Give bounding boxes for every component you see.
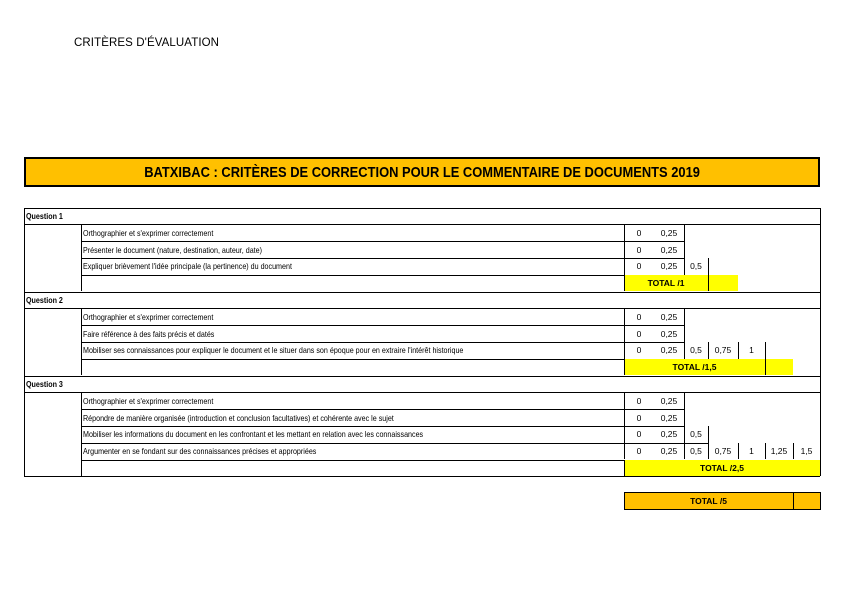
criterion-text: Argumenter en se fondant sur des connaissances précises et appropriées: [83, 446, 317, 457]
grid-line: [81, 409, 684, 410]
grid-line: [684, 392, 685, 409]
score-value: 0: [636, 446, 642, 457]
score-value: 0,25: [660, 244, 678, 255]
grid-line: [708, 258, 709, 275]
score-value: 0,25: [660, 446, 678, 457]
score-value: 1: [749, 345, 754, 356]
score-value: 0,25: [660, 311, 678, 322]
grid-line: [820, 492, 821, 509]
score-value: 0,5: [690, 261, 702, 272]
grid-line: [24, 308, 820, 309]
grid-line: [24, 392, 820, 393]
grid-line: [624, 509, 821, 510]
total-label: TOTAL /1: [647, 278, 685, 289]
grid-line: [81, 443, 708, 444]
grid-line: [624, 325, 625, 342]
score-value: 0,5: [690, 429, 702, 440]
grid-line: [624, 308, 625, 325]
grid-line: [765, 359, 766, 376]
question-heading: Question 2: [26, 295, 63, 305]
grid-line: [81, 241, 684, 242]
grid-line: [684, 426, 685, 443]
grid-line: [624, 359, 625, 376]
score-value: 0,5: [690, 446, 702, 457]
grid-line: [81, 325, 684, 326]
grid-line: [793, 492, 794, 509]
score-value: 0: [636, 328, 642, 339]
grid-line: [708, 342, 709, 359]
question-heading: Question 1: [26, 211, 63, 221]
score-value: 0: [636, 429, 642, 440]
criterion-text: Répondre de manière organisée (introduction et conclusion facultatives) et cohérente avec le sujet: [83, 412, 394, 423]
score-value: 0,25: [660, 429, 678, 440]
criteria-column-divider: [81, 308, 82, 375]
criteria-column-divider: [81, 392, 82, 476]
banner-title-text: BATXIBAC : CRITÈRES DE CORRECTION POUR LE COMMENTAIRE DE DOCUMENTS 2019: [144, 163, 700, 181]
grid-line: [684, 241, 685, 258]
grid-line: [684, 443, 685, 460]
criterion-text: Faire référence à des faits précis et datés: [83, 328, 215, 339]
score-value: 0: [636, 311, 642, 322]
total-label: TOTAL /2,5: [700, 463, 744, 473]
total-label: TOTAL /1,5: [672, 362, 717, 373]
grid-line: [684, 224, 685, 241]
score-value: 0,25: [660, 328, 678, 339]
grid-line: [624, 492, 821, 493]
score-value: 0: [636, 227, 642, 238]
criterion-text: Mobiliser ses connaissances pour expliquer le document et le situer dans son époque pour en extraire l'intérêt historique: [83, 345, 464, 356]
grid-line: [738, 443, 739, 460]
grid-line: [81, 426, 684, 427]
grand-total-label: TOTAL /5: [690, 495, 727, 506]
score-value: 0: [636, 244, 642, 255]
grid-line: [624, 224, 625, 241]
score-value: 0,5: [690, 345, 702, 356]
grid-line: [684, 409, 685, 426]
grid-line: [624, 392, 625, 409]
grid-line: [24, 376, 820, 377]
criterion-text: Orthographier et s'exprimer correctement: [83, 311, 214, 322]
grid-line: [708, 275, 709, 292]
grid-line: [624, 443, 625, 460]
grid-line: [81, 342, 684, 343]
grid-line: [793, 443, 794, 460]
score-value: 0: [636, 395, 642, 406]
grid-line: [81, 275, 708, 276]
table-top-border: [24, 208, 820, 209]
score-value: 0,25: [660, 227, 678, 238]
table-right-border: [820, 208, 821, 477]
score-value: 0: [636, 412, 642, 423]
page-title: CRITÈRES D'ÉVALUATION: [74, 37, 220, 49]
score-value: 0: [636, 345, 642, 356]
score-value: 0,25: [660, 261, 678, 272]
grid-line: [24, 292, 820, 293]
score-value: 0,75: [714, 345, 732, 356]
score-value: 1,5: [800, 446, 813, 457]
grid-line: [624, 342, 625, 359]
score-value: 0: [636, 261, 642, 272]
grid-line: [624, 275, 625, 292]
criteria-column-divider: [81, 224, 82, 291]
grid-line: [684, 308, 685, 325]
grid-line: [684, 342, 685, 359]
grid-line: [765, 443, 766, 460]
grid-line: [684, 325, 685, 342]
criterion-text: Orthographier et s'exprimer correctement: [83, 395, 214, 406]
criterion-text: Orthographier et s'exprimer correctement: [83, 227, 214, 238]
grid-line: [624, 426, 625, 443]
grid-line: [708, 443, 709, 460]
score-value: 0,75: [714, 446, 732, 457]
grid-line: [624, 460, 625, 477]
grid-line: [684, 258, 685, 275]
grid-line: [738, 342, 739, 359]
grid-line: [624, 409, 625, 426]
grid-line: [24, 476, 820, 477]
score-value: 1: [749, 446, 754, 457]
table-left-border: [24, 208, 25, 477]
question-heading: Question 3: [26, 379, 63, 389]
score-value: 0,25: [660, 395, 678, 406]
grid-line: [708, 426, 709, 443]
grid-line: [624, 241, 625, 258]
score-value: 0,25: [660, 345, 678, 356]
score-value: 0,25: [660, 412, 678, 423]
criterion-text: Présenter le document (nature, destination, auteur, date): [83, 244, 263, 255]
grid-line: [81, 258, 684, 259]
score-value: 1,25: [770, 446, 788, 457]
grid-line: [765, 342, 766, 359]
grid-line: [24, 224, 820, 225]
grid-line: [624, 258, 625, 275]
criterion-text: Expliquer brièvement l'idée principale (la pertinence) du document: [83, 261, 292, 272]
criterion-text: Mobiliser les informations du document en les confrontant et les mettant en relation avec les connaissances: [83, 429, 424, 440]
